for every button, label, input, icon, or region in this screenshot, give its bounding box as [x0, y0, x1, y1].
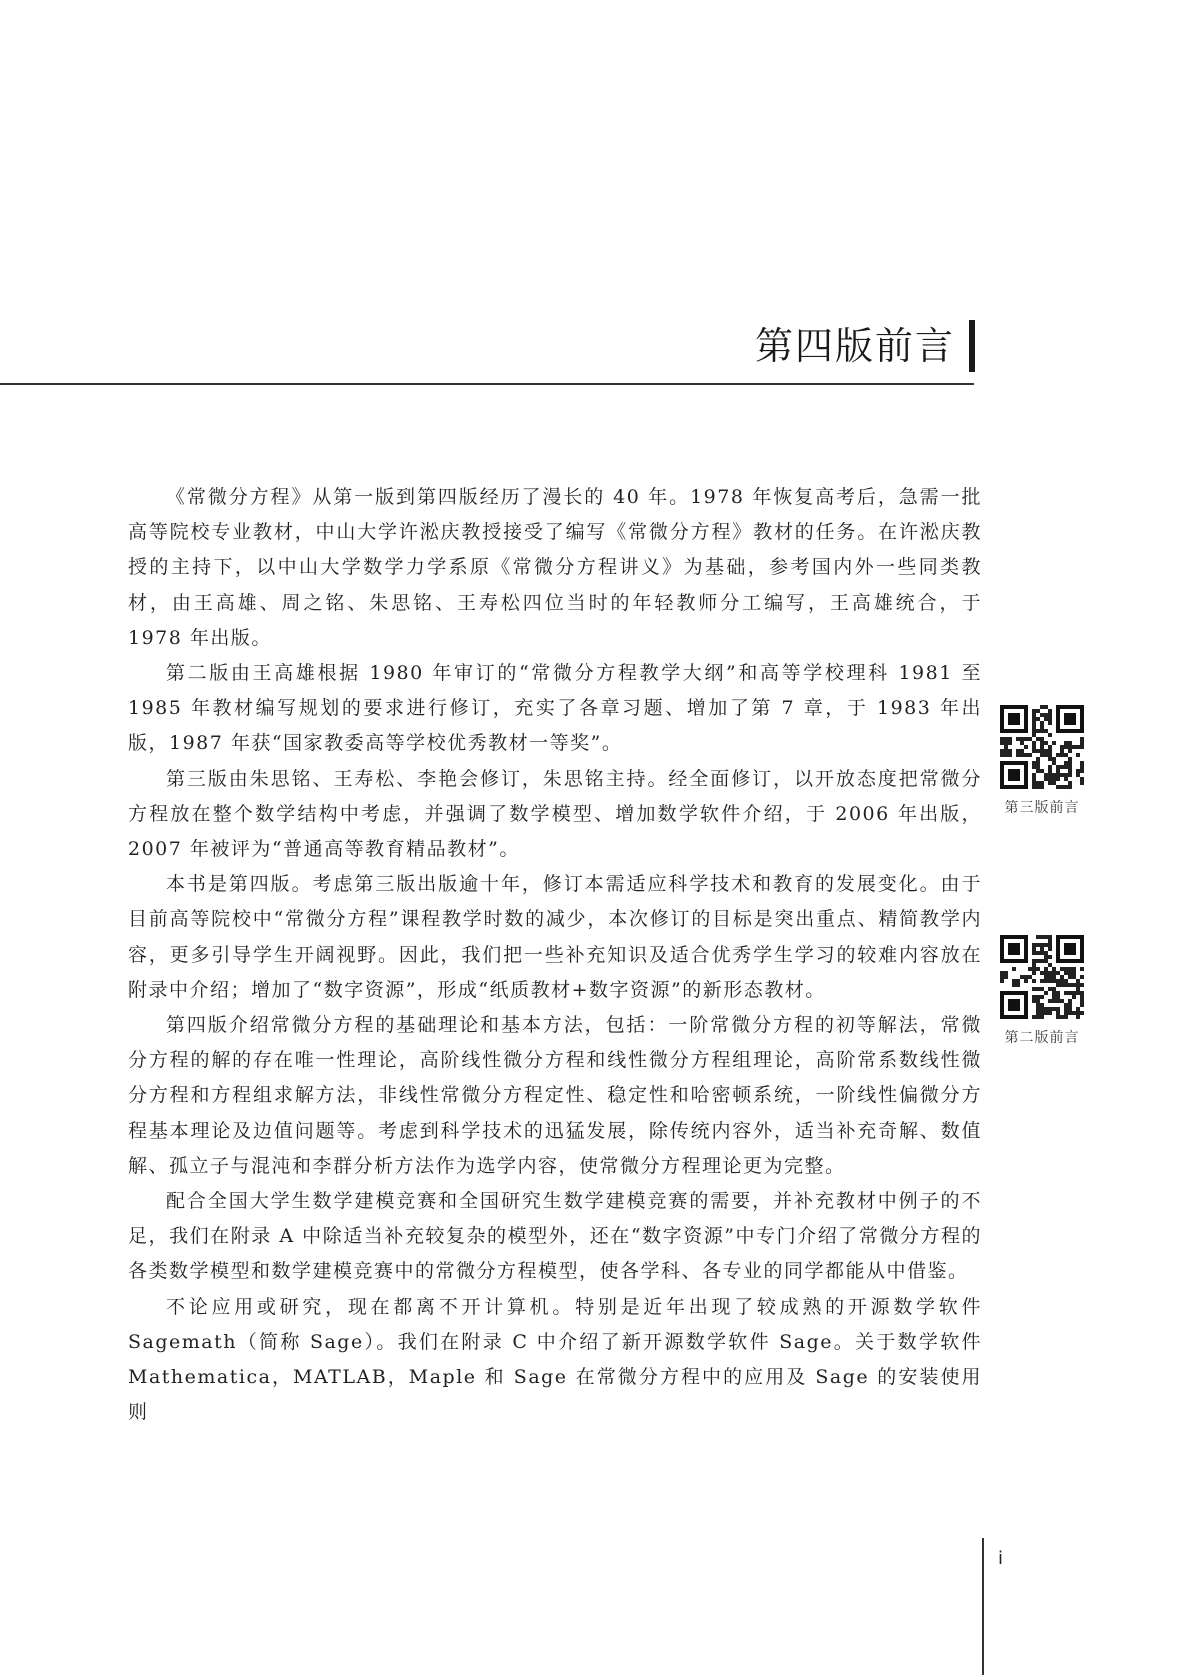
page-title-block — [755, 318, 975, 374]
paragraph: 第三版由朱思铭、王寿松、李艳会修订，朱思铭主持。经全面修订，以开放态度把常微分方程放在整个数学结构中考虑，并强调了数学模型、增加数学软件介绍，于 2006 年出版，2007 年被评为“普通高等教育精品教材”。 — [128, 767, 982, 861]
qr-second-edition-preface[interactable] — [998, 935, 1086, 1047]
paragraph: 第四版介绍常微分方程的基础理论和基本方法，包括：一阶常微分方程的初等解法，常微分方程的解的存在唯一性理论，高阶线性微分方程和线性微分方程组理论，高阶常系数线性微分方程和方程组求解方法，非线性常微分方程定性、稳定性和哈密顿系统，一阶线性偏微分方程基本理论及边值问题等。考虑到科学技术的迅猛发展，除传统内容外，适当补充奇解、数值解、孤立子与混沌和李群分析方法作为选学内容，使常微分方程理论更为完整。 — [128, 1014, 982, 1177]
page-number: i — [998, 1548, 1004, 1569]
title-divider — [0, 383, 974, 385]
qr-third-edition-preface[interactable] — [998, 705, 1086, 817]
paragraph: 配合全国大学生数学建模竞赛和全国研究生数学建模竞赛的需要，并补充教材中例子的不足，我们在附录 A 中除适当补充较复杂的模型外，还在“数字资源”中专门介绍了常微分方程的各类数学模型和数学建模竞赛中的常微分方程模型，使各学科、各专业的同学都能从中借鉴。 — [128, 1190, 982, 1283]
paragraph: 本书是第四版。考虑第三版出版逾十年，修订本需适应科学技术和教育的发展变化。由于目前高等院校中“常微分方程”课程教学时数的减少，本次修订的目标是突出重点、精简教学内容，更多引导学生开阔视野。因此，我们把一些补充知识及适合优秀学生学习的较难内容放在附录中介绍；增加了“数字资源”，形成“纸质教材+数字资源”的新形态教材。 — [128, 873, 982, 1001]
paragraph: 《常微分方程》从第一版到第四版经历了漫长的 40 年。1978 年恢复高考后，急需一批高等院校专业教材，中山大学许淞庆教授接受了编写《常微分方程》教材的任务。在许淞庆教授的主持下，以中山大学数学力学系原《常微分方程讲义》为基础，参考国内外一些同类教材，由王高雄、周之铭、朱思铭、王寿松四位当时的年轻教师分工编写，王高雄统合，于 1978 年出版。 — [128, 486, 982, 649]
preface-body — [128, 480, 982, 1430]
qr-code-icon — [1000, 705, 1084, 789]
qr-code-icon — [1000, 935, 1084, 1019]
title-accent-bar — [969, 320, 975, 372]
qr-label: 第三版前言 — [1004, 800, 1080, 816]
paragraph: 第二版由王高雄根据 1980 年审订的“常微分方程教学大纲”和高等学校理科 1981 至 1985 年教材编写规划的要求进行修订，充实了各章习题、增加了第 7 章，于 1983 年出版，1987 年获“国家教委高等学校优秀教材一等奖”。 — [128, 662, 982, 755]
paragraph: 不论应用或研究，现在都离不开计算机。特别是近年出现了较成熟的开源数学软件 Sagemath（简称 Sage）。我们在附录 C 中介绍了新开源数学软件 Sage。关于数学软件 Mathematica，MATLAB，Maple 和 Sage 在常微分方程中的应用及 Sage 的安装使用则 — [128, 1295, 982, 1424]
page-title: 第四版前言 — [754, 324, 955, 368]
page-number-rule — [982, 1538, 984, 1675]
qr-label: 第二版前言 — [1004, 1030, 1080, 1046]
